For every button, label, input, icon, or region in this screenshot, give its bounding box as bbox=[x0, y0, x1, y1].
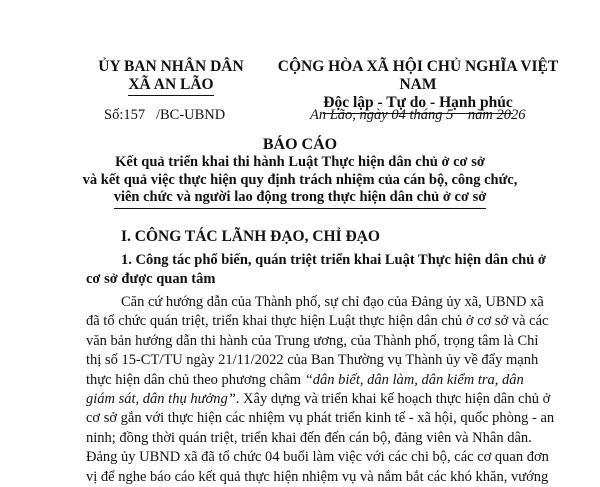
subsection-line: cơ sở được quan tâm bbox=[86, 271, 216, 287]
document-date: An Lão, ngày 04 tháng 5 năm 2026 bbox=[310, 107, 526, 123]
motto-quote: “dân biết, dân làm, dân kiểm tra, dân bbox=[304, 371, 524, 388]
subsection-heading bbox=[86, 251, 566, 289]
subtitle-line: và kết quả việc thực hiện quy định trách nhiệm của cán bộ, công chức, bbox=[82, 171, 518, 188]
document-subtitle bbox=[60, 154, 540, 209]
motto-quote: giám sát, dân thụ hưởng” bbox=[86, 391, 236, 408]
body-line: Căn cứ hướng dẫn của Thành phố, sự chỉ đạo của Đảng ủy xã, UBND xã bbox=[121, 294, 544, 310]
national-title: CỘNG HÒA XÃ HỘI CHỦ NGHĨA VIỆT NAM bbox=[277, 58, 559, 93]
issuing-agency-line1: ỦY BAN NHÂN DÂN bbox=[98, 58, 244, 75]
subtitle-line: viên chức và người lao động trong thực hiện dân chủ ở cơ sở bbox=[114, 189, 487, 209]
body-line: ninh; đồng thời quán triệt, triển khai đến đến cán bộ, đảng viên và Nhân dân. bbox=[86, 429, 532, 446]
body-line: đã tổ chức quán triệt, triển khai thực hiện Luật thực hiện dân chủ ở cơ sở và các bbox=[86, 313, 549, 330]
section-heading: I. CÔNG TÁC LÃNH ĐẠO, CHỈ ĐẠO bbox=[121, 228, 380, 245]
body-line bbox=[86, 371, 566, 390]
body-line: cơ sở gắn với thực hiện các nhiệm vụ phát triển kinh tế - xã hội, quốc phòng - an bbox=[86, 410, 555, 427]
body-line: vị để nghe báo cáo kết quả thực hiện nhiệm vụ và nắm bắt các khó khăn, vướng bbox=[86, 468, 549, 485]
issuing-agency-block bbox=[86, 58, 256, 96]
document-title: BÁO CÁO bbox=[262, 136, 338, 153]
body-line: Đảng ủy UBND xã đã tổ chức 04 buổi làm việc với các chi bộ, các cơ quan đơn bbox=[86, 449, 549, 466]
body-line bbox=[86, 390, 566, 409]
body-line: thị số 15-CT/TU ngày 21/11/2022 của Ban Thường vụ Thành ủy về đẩy mạnh bbox=[86, 352, 539, 369]
body-paragraph bbox=[86, 293, 566, 487]
subtitle-line: Kết quả triển khai thi hành Luật Thực hiện dân chủ ở cơ sở bbox=[115, 154, 485, 170]
subsection-line: 1. Công tác phổ biến, quán triệt triển khai Luật Thực hiện dân chủ ở bbox=[121, 252, 546, 268]
body-text: thực hiện dân chủ theo phương châm bbox=[86, 371, 305, 388]
body-line: văn bản hướng dẫn thi hành của Trung ương, của Thành phố, trọng tâm là Chỉ bbox=[86, 332, 539, 349]
document-number: Số:157 /BC-UBND bbox=[104, 107, 226, 123]
body-text: . Xây dựng và triển khai kế hoạch thực hiện dân chủ ở bbox=[235, 391, 551, 408]
issuing-agency-line2: XÃ AN LÃO bbox=[128, 76, 213, 96]
national-motto: Độc lập - Tự do - Hạnh phúc bbox=[323, 94, 512, 114]
national-motto-block bbox=[268, 58, 568, 114]
